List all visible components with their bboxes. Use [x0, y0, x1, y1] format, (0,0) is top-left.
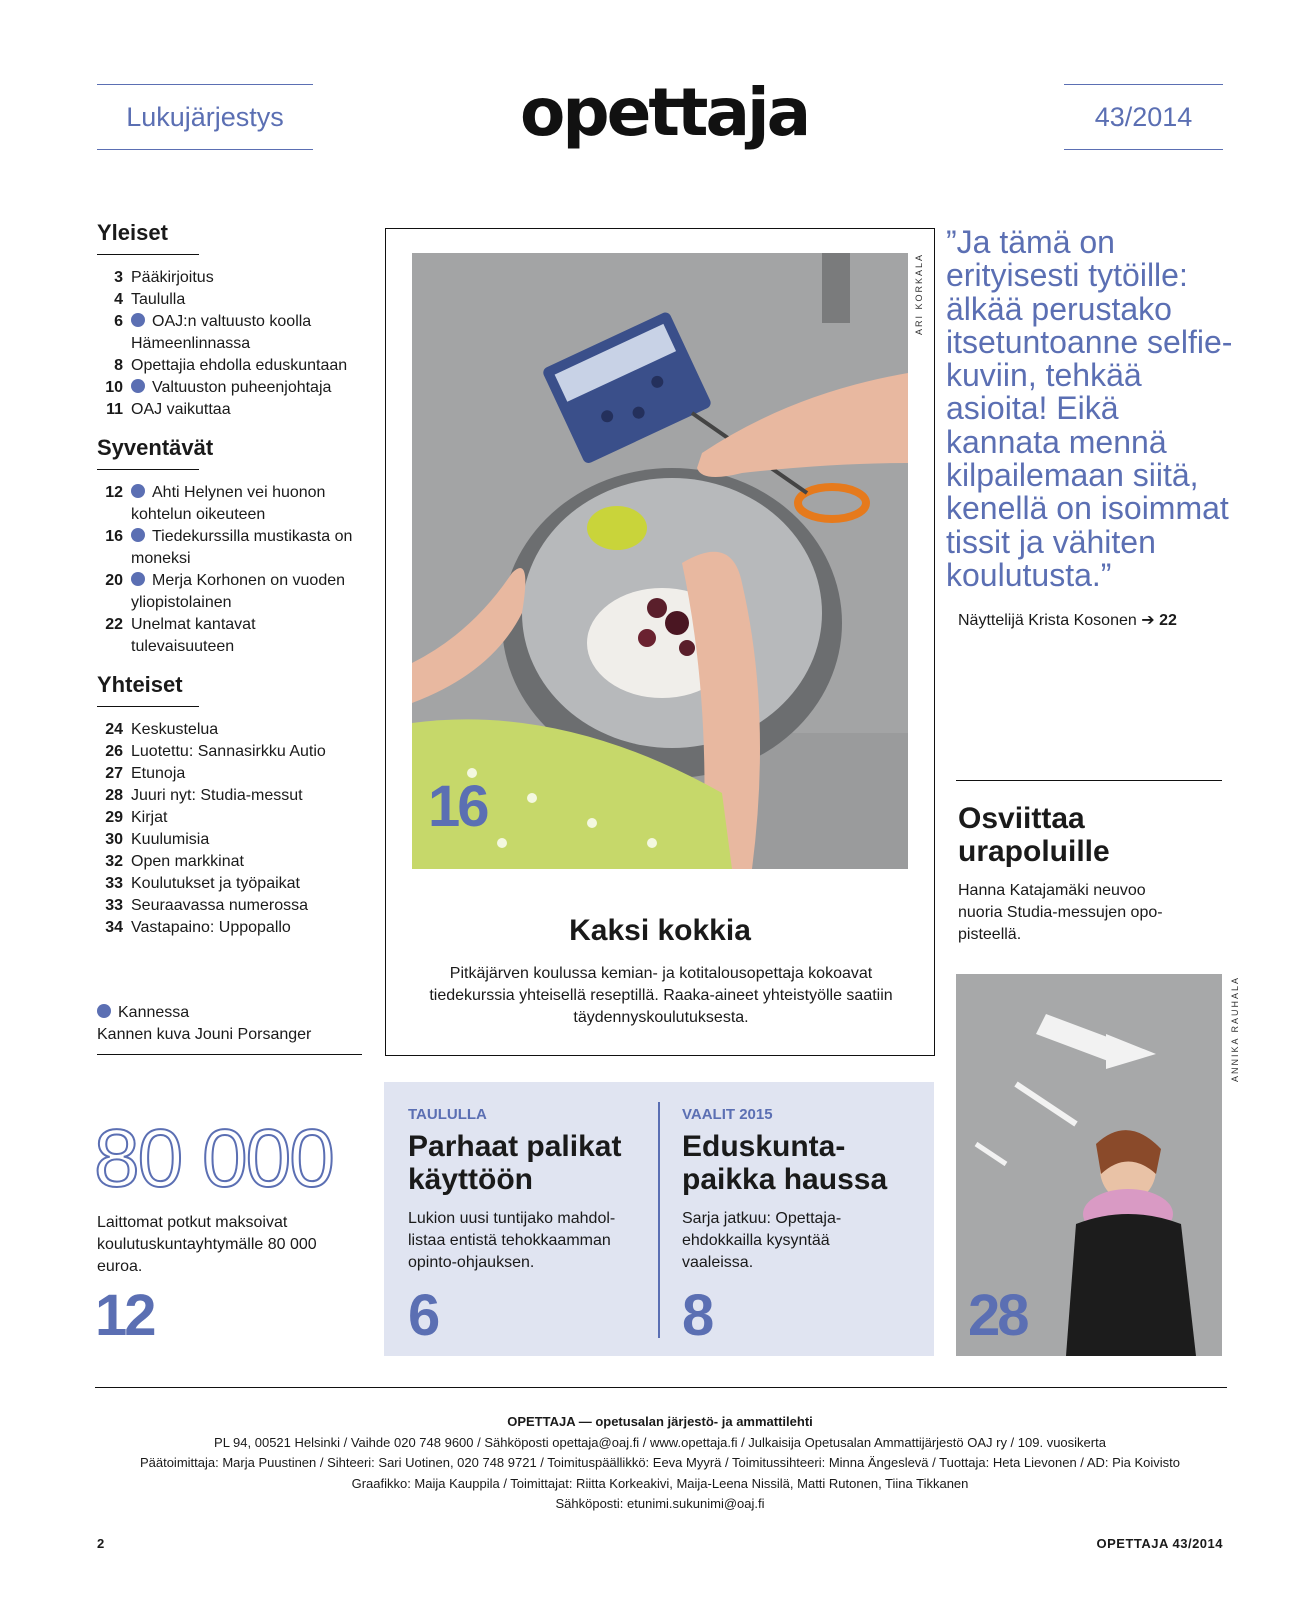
toc-item-label-wrap — [131, 377, 331, 399]
toc-page-number: 28 — [105, 787, 123, 804]
toc-item-label-wrap — [131, 741, 326, 763]
toc-page-number: 22 — [105, 616, 123, 633]
toc-item[interactable] — [97, 763, 362, 785]
quote-page: 22 — [1159, 612, 1177, 629]
toc-item-label: Opettajia ehdolla eduskuntaan — [131, 357, 348, 374]
toc-page-number: 33 — [105, 897, 123, 914]
bullet-dot-icon — [97, 1004, 111, 1018]
toc-item-label-wrap — [131, 785, 303, 807]
toc-page-number: 34 — [105, 919, 123, 936]
toc-item-label: Valtuuston puheenjohtaja — [152, 379, 332, 396]
toc-item-label: Keskustelua — [131, 721, 219, 738]
cover-credit: Kannen kuva Jouni Porsanger — [97, 1026, 312, 1043]
article-description: Hanna Katajamäki neuvoo nuoria Studia-messujen opo-pisteellä. — [958, 882, 1163, 943]
toc-item-label-wrap — [131, 873, 300, 895]
issue-number: 43/2014 — [1064, 84, 1223, 150]
toc-item-label-wrap — [131, 482, 362, 526]
panel-text: Lukion uusi tuntijako mahdol- listaa entistä tehokkaamman opinto-ohjauksen. — [408, 1210, 616, 1271]
toc-item[interactable] — [97, 355, 362, 377]
feature-page-number[interactable]: 16 — [428, 774, 487, 839]
quote-attribution[interactable] — [958, 610, 1177, 630]
toc-section-title: Yhteiset — [97, 672, 199, 707]
toc-item[interactable] — [97, 570, 362, 614]
toc-item-label: Ahti Helynen vei huonon kohtelun oikeuteen — [131, 484, 326, 523]
toc-section — [97, 435, 362, 658]
toc-item[interactable] — [97, 829, 362, 851]
toc-item[interactable] — [97, 289, 362, 311]
toc-item-label: Open markkinat — [131, 853, 244, 870]
toc-item-label: OAJ vaikuttaa — [131, 401, 231, 418]
toc-page-number: 3 — [114, 269, 123, 286]
feature-description: Pitkäjärven koulussa kemian- ja kotitalousopettaja kokoavat tiedekurssia yhteisellä reseptillä. Raaka-aineet yhteistyölle saatiin täydennyskoulutuksesta. — [429, 965, 893, 1026]
page-number: 2 — [97, 1536, 105, 1551]
toc-item-label-wrap — [131, 399, 231, 421]
bullet-dot-icon — [131, 313, 145, 327]
toc-page-number: 24 — [105, 721, 123, 738]
osviittaa-page-number[interactable]: 28 — [968, 1283, 1027, 1348]
toc-item[interactable] — [97, 851, 362, 873]
toc-item[interactable] — [97, 895, 362, 917]
bullet-dot-icon — [131, 572, 145, 586]
quote-author: Näyttelijä Krista Kosonen — [958, 612, 1137, 629]
toc-page-number: 30 — [105, 831, 123, 848]
toc-item-label-wrap — [131, 355, 347, 377]
panel-item-taululla[interactable] — [408, 1082, 658, 1356]
toc-page-number: 32 — [105, 853, 123, 870]
toc-item[interactable] — [97, 917, 362, 939]
toc-item[interactable] — [97, 399, 362, 421]
toc-item-label: Merja Korhonen on vuoden yliopistolainen — [131, 572, 346, 611]
toc-item-label-wrap — [131, 807, 167, 829]
panel-item-vaalit[interactable] — [682, 1082, 932, 1356]
toc-section — [97, 672, 362, 939]
toc-item-label-wrap — [131, 614, 362, 658]
photo-credit: ANNIKA RAUHALA — [1230, 976, 1240, 1083]
feature-article[interactable] — [385, 228, 935, 1056]
toc-page-number: 29 — [105, 809, 123, 826]
colophon-line: Sähköposti: etunimi.sukunimi@oaj.fi — [555, 1496, 765, 1511]
toc-item[interactable] — [97, 873, 362, 895]
toc-page-number: 8 — [114, 357, 123, 374]
toc-item[interactable] — [97, 311, 362, 355]
toc-item-label: Tiedekurssilla mustikasta on moneksi — [131, 528, 353, 567]
toc-item-label: Vastapaino: Uppopallo — [131, 919, 291, 936]
pull-quote: ”Ja tämä on erityisesti tytöille: älkää perustako itsetuntoanne selfie-kuviin, tehkää asioita! Eikä kannata mennä kilpailemaan siitä, kenellä on isoimmat tissit ja vähiten koulutusta.” — [946, 224, 1233, 593]
toc-page-number: 33 — [105, 875, 123, 892]
toc-item-label: Etunoja — [131, 765, 186, 782]
toc-item[interactable] — [97, 807, 362, 829]
footer-divider — [95, 1387, 1227, 1388]
toc-item-label-wrap — [131, 267, 214, 289]
toc-item-label-wrap — [131, 719, 218, 741]
photo-credit: ARI KORKALA — [914, 253, 924, 336]
toc-item-label: Unelmat kantavat tulevaisuuteen — [131, 616, 256, 655]
toc-item[interactable] — [97, 719, 362, 741]
toc-item[interactable] — [97, 377, 362, 399]
table-of-contents — [97, 220, 362, 953]
toc-page-number: 27 — [105, 765, 123, 782]
toc-section-title: Yleiset — [97, 220, 199, 255]
panel-page-number: 6 — [408, 1283, 438, 1348]
toc-page-number: 11 — [106, 401, 123, 418]
divider — [956, 780, 1222, 781]
footer-issue: OPETTAJA 43/2014 — [1096, 1536, 1223, 1551]
panel-kicker: TAULULLA — [408, 1106, 487, 1123]
panel-title: Parhaat palikat käyttöön — [408, 1130, 622, 1196]
colophon-title: OPETTAJA — opetusalan järjestö- ja ammattilehti — [507, 1414, 813, 1429]
colophon-line: Graafikko: Maija Kauppila / Toimittajat: Riitta Korkeakivi, Maija-Leena Nissilä, Matti Rutonen, Tiina Tikkanen — [351, 1475, 969, 1491]
toc-page-number: 26 — [105, 743, 123, 760]
magazine-logo: opettaja — [520, 74, 809, 151]
toc-item-label-wrap — [131, 570, 362, 614]
bullet-dot-icon — [131, 528, 145, 542]
toc-item-label-wrap — [131, 763, 185, 785]
bullet-dot-icon — [131, 484, 145, 498]
toc-item-label: Koulutukset ja työpaikat — [131, 875, 300, 892]
toc-item[interactable] — [97, 614, 362, 658]
toc-item[interactable] — [97, 482, 362, 526]
panel-divider — [658, 1102, 660, 1338]
toc-item[interactable] — [97, 785, 362, 807]
news-panel — [384, 1082, 934, 1356]
toc-section-title: Syventävät — [97, 435, 199, 470]
colophon-line: Päätoimittaja: Marja Puustinen / Sihteeri: Sari Uotinen, 020 748 9721 / Toimituspäällikkö: Eeva Myyrä / Toimitussihteeri: Minna Ängeslevä / Tuottaja: Heta Lievonen / AD: Pia Koivisto — [139, 1455, 1181, 1470]
toc-item-label-wrap — [131, 311, 362, 355]
toc-item-label: Juuri nyt: Studia-messut — [131, 787, 303, 804]
toc-item-label: OAJ:n valtuusto koolla Hämeenlinnassa — [131, 313, 312, 352]
colophon-line: PL 94, 00521 Helsinki / Vaihde 020 748 9600 / Sähköposti opettaja@oaj.fi / www.opettaja.fi / Julkaisija Opetusalan Ammattijärjestö OAJ ry / 109. vuosikerta — [214, 1434, 1106, 1450]
feature-title[interactable]: Kaksi kokkia — [569, 914, 751, 947]
article-title[interactable]: Osviittaa urapoluille — [958, 802, 1110, 868]
arrow-right-icon: ➔ — [1141, 612, 1155, 629]
toc-item-label: Pääkirjoitus — [131, 269, 214, 286]
toc-item-label-wrap — [131, 289, 185, 311]
toc-item-label-wrap — [131, 895, 308, 917]
panel-page-number: 8 — [682, 1283, 712, 1348]
toc-item-label: Taululla — [131, 291, 186, 308]
toc-item-label-wrap — [131, 851, 244, 873]
toc-item-label: Seuraavassa numerossa — [131, 897, 308, 914]
toc-page-number: 6 — [114, 313, 123, 330]
panel-text: Sarja jatkuu: Opettaja- ehdokkailla kysyntää vaaleissa. — [682, 1210, 842, 1271]
toc-page-number: 4 — [114, 291, 123, 308]
cover-label: Kannessa — [118, 1004, 190, 1021]
toc-item[interactable] — [97, 741, 362, 763]
toc-item[interactable] — [97, 267, 362, 289]
toc-page-number: 12 — [105, 484, 123, 501]
cover-info — [97, 1002, 362, 1055]
toc-item-label-wrap — [131, 829, 209, 851]
stat-number: 80 000 — [94, 1113, 333, 1204]
toc-item-label: Kuulumisia — [131, 831, 210, 848]
colophon — [60, 1412, 1260, 1515]
toc-item-label: Luotettu: Sannasirkku Autio — [131, 743, 326, 760]
stat-page-number[interactable]: 12 — [95, 1283, 154, 1348]
toc-item-label-wrap — [131, 917, 291, 939]
toc-section — [97, 220, 362, 421]
toc-page-number: 10 — [105, 379, 123, 396]
section-label: Lukujärjestys — [97, 84, 313, 150]
panel-title: Eduskunta- paikka haussa — [682, 1130, 888, 1196]
stat-description: Laittomat potkut maksoivat koulutuskuntayhtymälle 80 000 euroa. — [97, 1214, 317, 1275]
toc-item[interactable] — [97, 526, 362, 570]
toc-item-label: Kirjat — [131, 809, 168, 826]
toc-page-number: 20 — [105, 572, 123, 589]
bullet-dot-icon — [131, 379, 145, 393]
toc-page-number: 16 — [105, 528, 123, 545]
toc-item-label-wrap — [131, 526, 362, 570]
panel-kicker: VAALIT 2015 — [682, 1106, 773, 1123]
